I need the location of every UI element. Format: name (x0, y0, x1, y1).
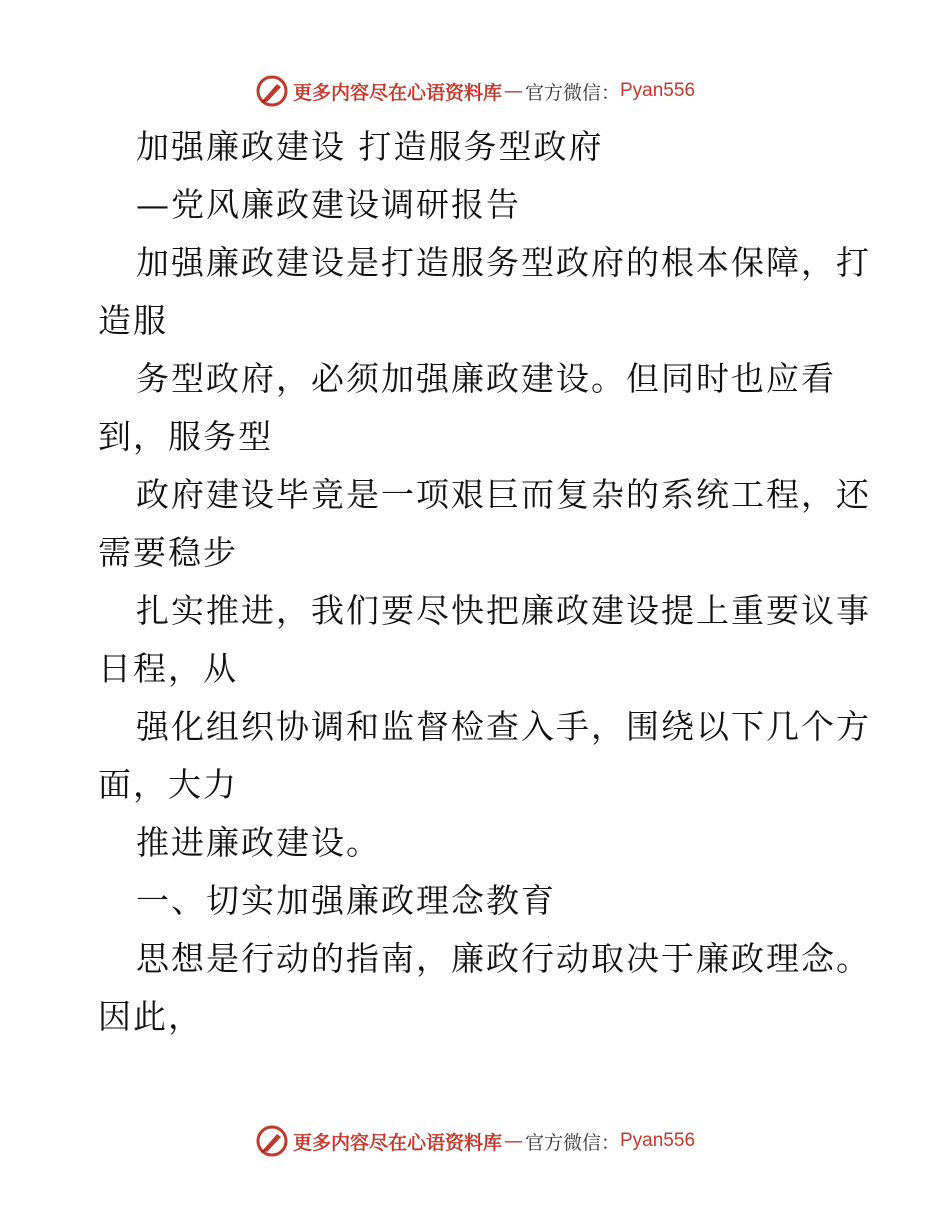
paragraph-line: 面，大力 (98, 765, 238, 804)
pen-logo-icon (255, 74, 289, 108)
watermark-text: 更多内容尽在心语资料库 (292, 1131, 502, 1154)
section-heading: 一、切实加强廉政理念教育 (136, 881, 556, 920)
paragraph-line: 因此， (98, 997, 203, 1036)
footer-watermark (0, 1121, 950, 1161)
paragraph-line: 日程，从 (98, 649, 238, 688)
paragraph-line: 政府建设毕竟是一项艰巨而复杂的系统工程，还 (136, 475, 871, 514)
document-title: 加强廉政建设 打造服务型政府 (136, 127, 604, 166)
paragraph-line: 强化组织协调和监督检查入手，围绕以下几个方 (136, 707, 871, 746)
watermark-official-label: 官方微信： (524, 81, 620, 104)
document-body (98, 118, 871, 1046)
watermark-wechat-id: Pyan556 (620, 1130, 696, 1151)
watermark-text: 更多内容尽在心语资料库 (292, 81, 502, 104)
document-subtitle: —党风廉政建设调研报告 (136, 185, 521, 224)
paragraph-line: 推进廉政建设。 (136, 823, 381, 862)
paragraph-line: 思想是行动的指南，廉政行动取决于廉政理念。 (136, 939, 871, 978)
header-watermark (0, 71, 950, 111)
paragraph-line: 加强廉政建设是打造服务型政府的根本保障，打 (136, 243, 871, 282)
watermark-separator: — (503, 80, 523, 102)
paragraph-line: 造服 (98, 301, 168, 340)
watermark-separator: — (503, 1130, 523, 1152)
watermark-wechat-id: Pyan556 (620, 80, 696, 101)
watermark-official-label: 官方微信： (524, 1131, 620, 1154)
paragraph-line: 到，服务型 (98, 417, 273, 456)
pen-logo-icon (255, 1124, 289, 1158)
paragraph-line: 需要稳步 (98, 533, 238, 572)
paragraph-line: 扎实推进，我们要尽快把廉政建设提上重要议事 (136, 591, 871, 630)
paragraph-line: 务型政府，必须加强廉政建设。但同时也应看 (136, 359, 836, 398)
